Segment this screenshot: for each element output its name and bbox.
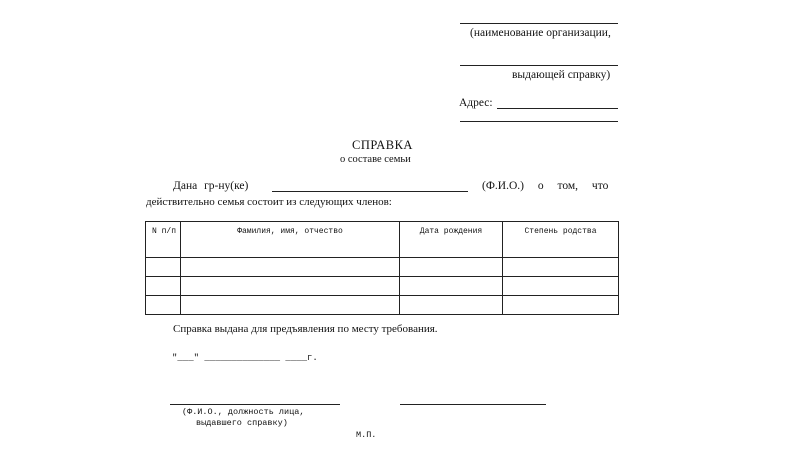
table-cell bbox=[400, 277, 503, 296]
table-cell bbox=[146, 296, 181, 315]
org-issuer-line bbox=[460, 65, 618, 66]
address-extra-line bbox=[460, 121, 618, 122]
signer-caption-line1: (Ф.И.О., должность лица, bbox=[182, 407, 305, 417]
signer-caption-line2: выдавшего справку) bbox=[196, 418, 288, 428]
purpose-statement: Справка выдана для предъявления по месту требования. bbox=[173, 323, 438, 335]
table-cell bbox=[181, 296, 400, 315]
header-number: N п/п bbox=[146, 222, 181, 258]
document-title: СПРАВКА bbox=[352, 138, 413, 152]
address-line bbox=[497, 108, 618, 109]
address-label: Адрес: bbox=[459, 97, 493, 109]
family-statement: действительно семья состоит из следующих членов: bbox=[146, 196, 392, 208]
signature-line bbox=[400, 404, 546, 405]
table-row bbox=[146, 277, 619, 296]
org-name-caption: (наименование организации, bbox=[470, 27, 611, 39]
header-birth-date: Дата рождения bbox=[400, 222, 503, 258]
date-line: "___" ______________ ____г. bbox=[172, 353, 318, 363]
header-relationship: Степень родства bbox=[503, 222, 619, 258]
table-cell bbox=[400, 258, 503, 277]
table-cell bbox=[503, 258, 619, 277]
fio-label: (Ф.И.О.) о том, что bbox=[482, 180, 609, 192]
given-label: Дана гр-ну(ке) bbox=[173, 180, 249, 192]
table-cell bbox=[400, 296, 503, 315]
table-cell bbox=[181, 258, 400, 277]
table-cell bbox=[181, 277, 400, 296]
table-row bbox=[146, 296, 619, 315]
table-cell bbox=[146, 277, 181, 296]
stamp-place: М.П. bbox=[356, 430, 377, 440]
table-header-row bbox=[146, 222, 619, 258]
document-subtitle: о составе семьи bbox=[340, 154, 411, 165]
table-cell bbox=[503, 296, 619, 315]
header-full-name: Фамилия, имя, отчество bbox=[181, 222, 400, 258]
table-row bbox=[146, 258, 619, 277]
recipient-name-line bbox=[272, 191, 468, 192]
table-cell bbox=[146, 258, 181, 277]
org-name-line bbox=[460, 23, 618, 24]
family-members-table bbox=[145, 221, 619, 315]
table-cell bbox=[503, 277, 619, 296]
signer-name-line bbox=[170, 404, 340, 405]
org-issuer-caption: выдающей справку) bbox=[512, 69, 611, 81]
